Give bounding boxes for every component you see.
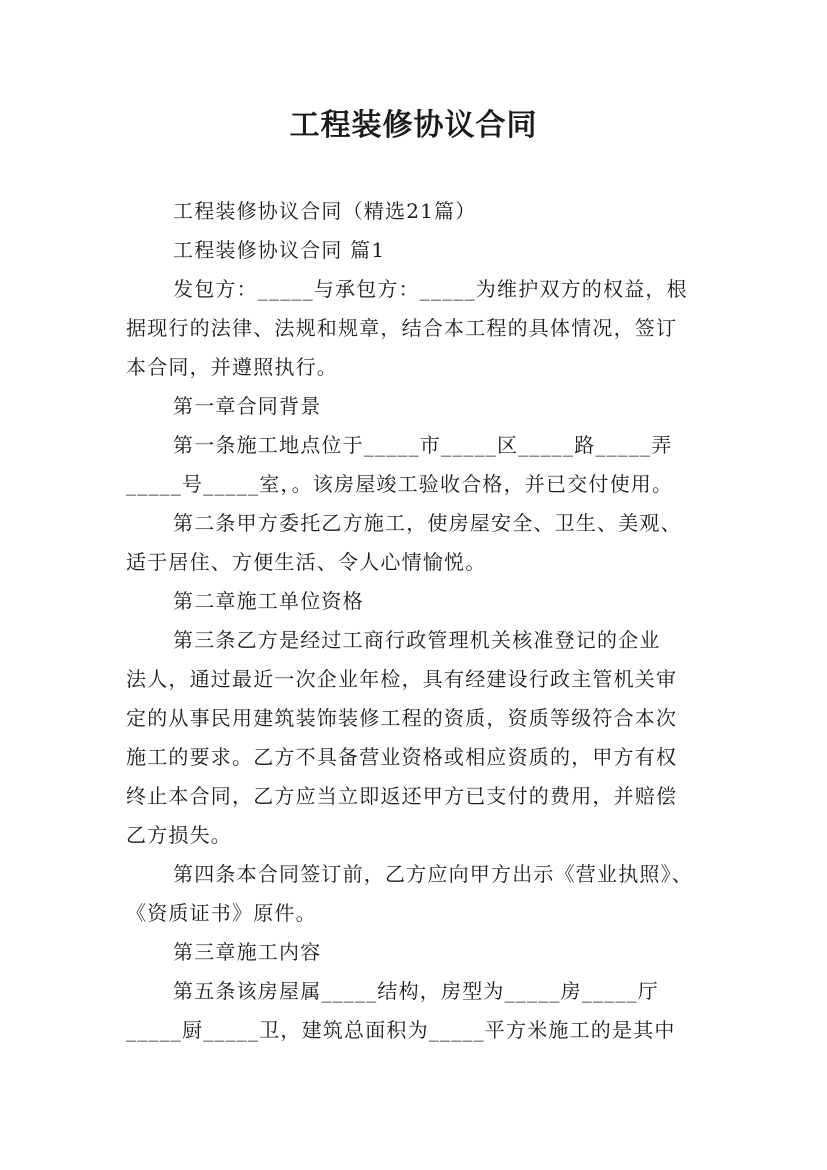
paragraph-line: _____厨_____卫，建筑总面积为_____平方米施工的是其中 bbox=[126, 1018, 676, 1042]
paragraph-line: 定的从事民用建筑装饰装修工程的资质，资质等级符合本次 bbox=[126, 706, 678, 730]
paragraph-line: 发包方：_____与承包方：_____为维护双方的权益，根 bbox=[173, 277, 688, 301]
document-title: 工程装修协议合同 bbox=[289, 108, 538, 143]
subtitle: 工程装修协议合同（精选21篇） bbox=[173, 199, 477, 223]
paragraph-line: 第三条乙方是经过工商行政管理机关核准登记的企业 bbox=[173, 628, 661, 652]
section-heading: 工程装修协议合同 篇1 bbox=[173, 238, 386, 262]
chapter-heading: 第一章合同背景 bbox=[173, 394, 322, 418]
paragraph-line: 本合同，并遵照执行。 bbox=[126, 355, 338, 379]
paragraph-line: 法人，通过最近一次企业年检，具有经建设行政主管机关审 bbox=[126, 667, 678, 691]
paragraph-line: 第一条施工地点位于_____市_____区_____路_____弄 bbox=[173, 433, 673, 457]
chapter-heading: 第二章施工单位资格 bbox=[173, 589, 364, 613]
paragraph-line: 第五条该房屋属_____结构，房型为_____房_____厅 bbox=[173, 979, 659, 1003]
paragraph-line: 《资质证书》原件。 bbox=[126, 901, 317, 925]
paragraph-line: 据现行的法律、法规和规章，结合本工程的具体情况，签订 bbox=[126, 316, 678, 340]
paragraph-line: 乙方损失。 bbox=[126, 823, 232, 847]
paragraph-line: 施工的要求。乙方不具备营业资格或相应资质的，甲方有权 bbox=[126, 745, 678, 769]
paragraph-line: 终止本合同，乙方应当立即返还甲方已支付的费用，并赔偿 bbox=[126, 784, 678, 808]
chapter-heading: 第三章施工内容 bbox=[173, 940, 322, 964]
paragraph-line: 适于居住、方便生活、令人心情愉悦。 bbox=[126, 550, 487, 574]
paragraph-line: 第四条本合同签订前，乙方应向甲方出示《营业执照》、 bbox=[173, 862, 693, 886]
paragraph-line: 第二条甲方委托乙方施工，使房屋安全、卫生、美观、 bbox=[173, 511, 682, 535]
paragraph-line: _____号_____室，。该房屋竣工验收合格，并已交付使用。 bbox=[126, 472, 674, 496]
